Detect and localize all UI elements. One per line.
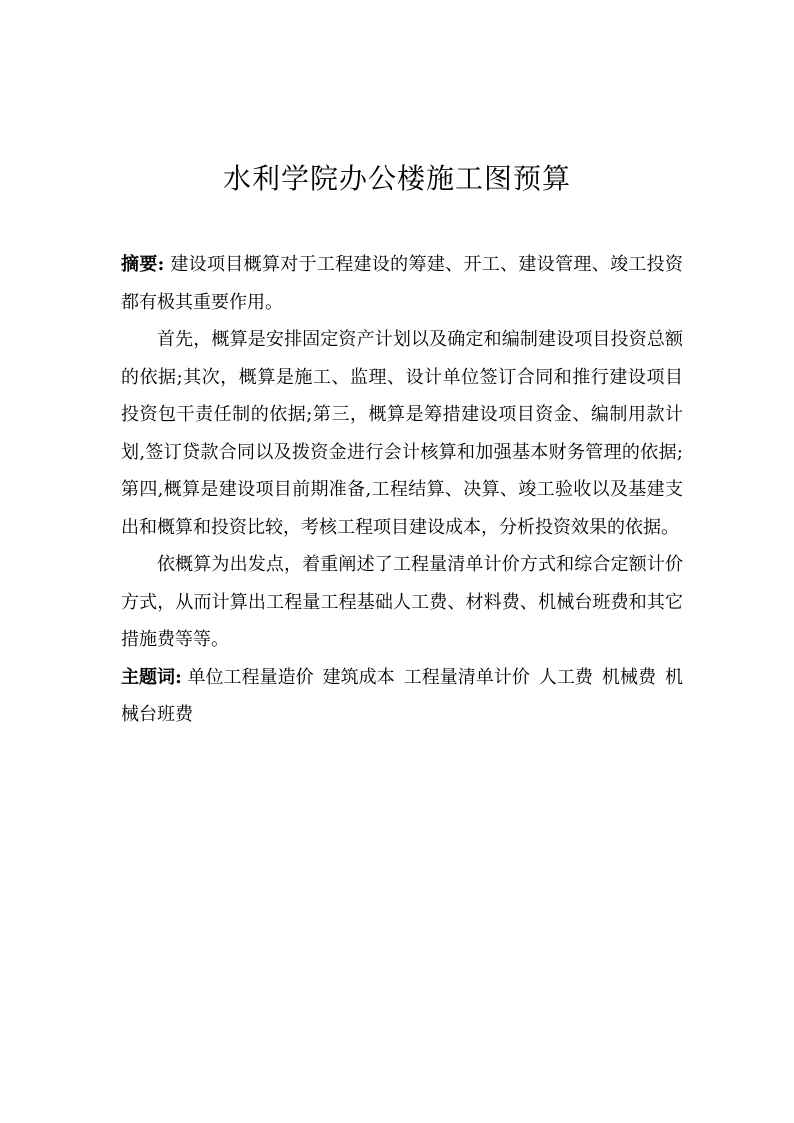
abstract-text: 建设项目概算对于工程建设的筹建、开工、建设管理、竣工投资都有极其重要作用。 (121, 254, 683, 313)
keyword: 人工费 (538, 666, 593, 688)
body-paragraph-1: 首先，概算是安排固定资产计划以及确定和编制建设项目投资总额的依据;其次，概算是施工、监理、设计单位签订合同和推行建设项目投资包干责任制的依据;第三，概算是筹措建设项目资金、编制用款计划,签订贷款合同以及拨资金进行会计核算和加强基本财务管理的依据;第四,概算是建设项目前期准备,工程结算、决算、竣工验收以及基建支出和概算和投资比较，考核工程项目建设成本，分析投资效果的依据。 (121, 329, 683, 538)
keyword: 机械费 (601, 666, 657, 688)
keywords-paragraph (121, 659, 683, 734)
document-body (121, 246, 683, 734)
keyword: 机械台班费 (121, 666, 684, 725)
abstract-label: 摘要: (121, 254, 165, 275)
body-paragraph-2: 依概算为出发点，着重阐述了工程量清单计价方式和综合定额计价方式，从而计算出工程量工程基础人工费、材料费、机械台班费和其它措施费等等。 (121, 554, 683, 650)
keywords-label: 主题词: (121, 666, 182, 688)
document-title: 水利学院办公楼施工图预算 (222, 162, 571, 195)
keyword: 工程量清单计价 (403, 666, 530, 688)
keyword: 建筑成本 (322, 666, 395, 688)
abstract-paragraph (121, 246, 683, 321)
keyword: 单位工程量造价 (187, 666, 314, 688)
